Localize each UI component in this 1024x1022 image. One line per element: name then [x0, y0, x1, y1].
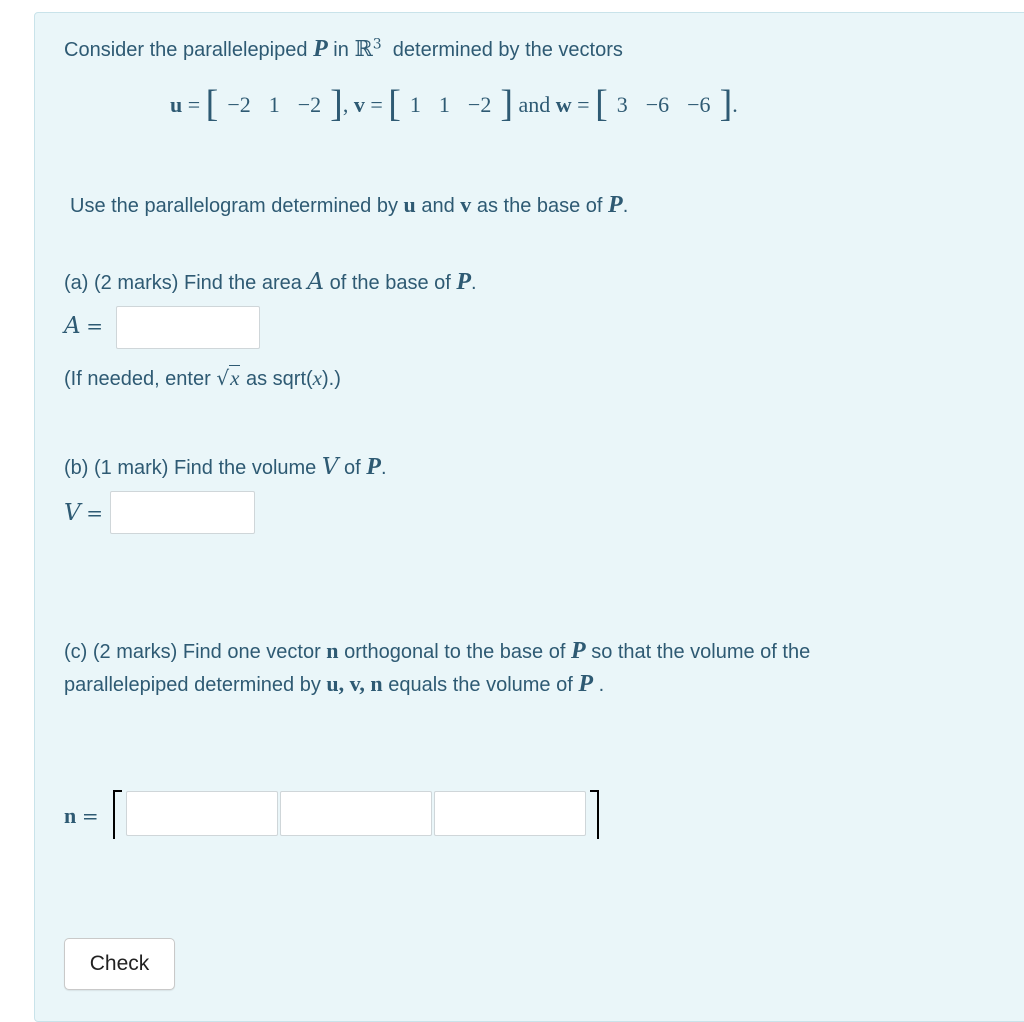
intro-text: Consider the parallelepiped P in ℝ$^3$ determined by the vectors	[64, 36, 623, 62]
right-bracket-icon	[588, 790, 600, 840]
area-input[interactable]	[116, 306, 260, 349]
part-b-prompt: (b) (1 mark) Find the volume V of P.	[64, 454, 387, 480]
normal-vector-input-3[interactable]	[434, 791, 586, 836]
normal-vector-input-2[interactable]	[280, 791, 432, 836]
area-label: A =	[64, 313, 103, 339]
base-text: Use the parallelogram determined by u and v as the base of P.	[70, 192, 629, 218]
part-c-prompt-line1: (c) (2 marks) Find one vector n orthogonal to the base of P so that the volume of the	[64, 638, 811, 664]
normal-vector-input-1[interactable]	[126, 791, 278, 836]
vectors-definition: u = [ −2 1 −2 ], v = [ 1 1 −2 ] and w = [ 3 −6 −6 ].	[170, 83, 738, 125]
volume-input[interactable]	[110, 491, 255, 534]
normal-vector-label: n =	[64, 803, 99, 828]
sqrt-hint: (If needed, enter √x as sqrt(x).)	[64, 366, 341, 390]
check-button[interactable]: Check	[64, 938, 175, 990]
part-a-prompt: (a) (2 marks) Find the area A of the base of P.	[64, 269, 477, 295]
part-c-prompt-line2: parallelepiped determined by u, v, n equals the volume of P .	[64, 671, 605, 697]
left-bracket-icon	[112, 790, 124, 840]
volume-label: V =	[64, 500, 103, 526]
